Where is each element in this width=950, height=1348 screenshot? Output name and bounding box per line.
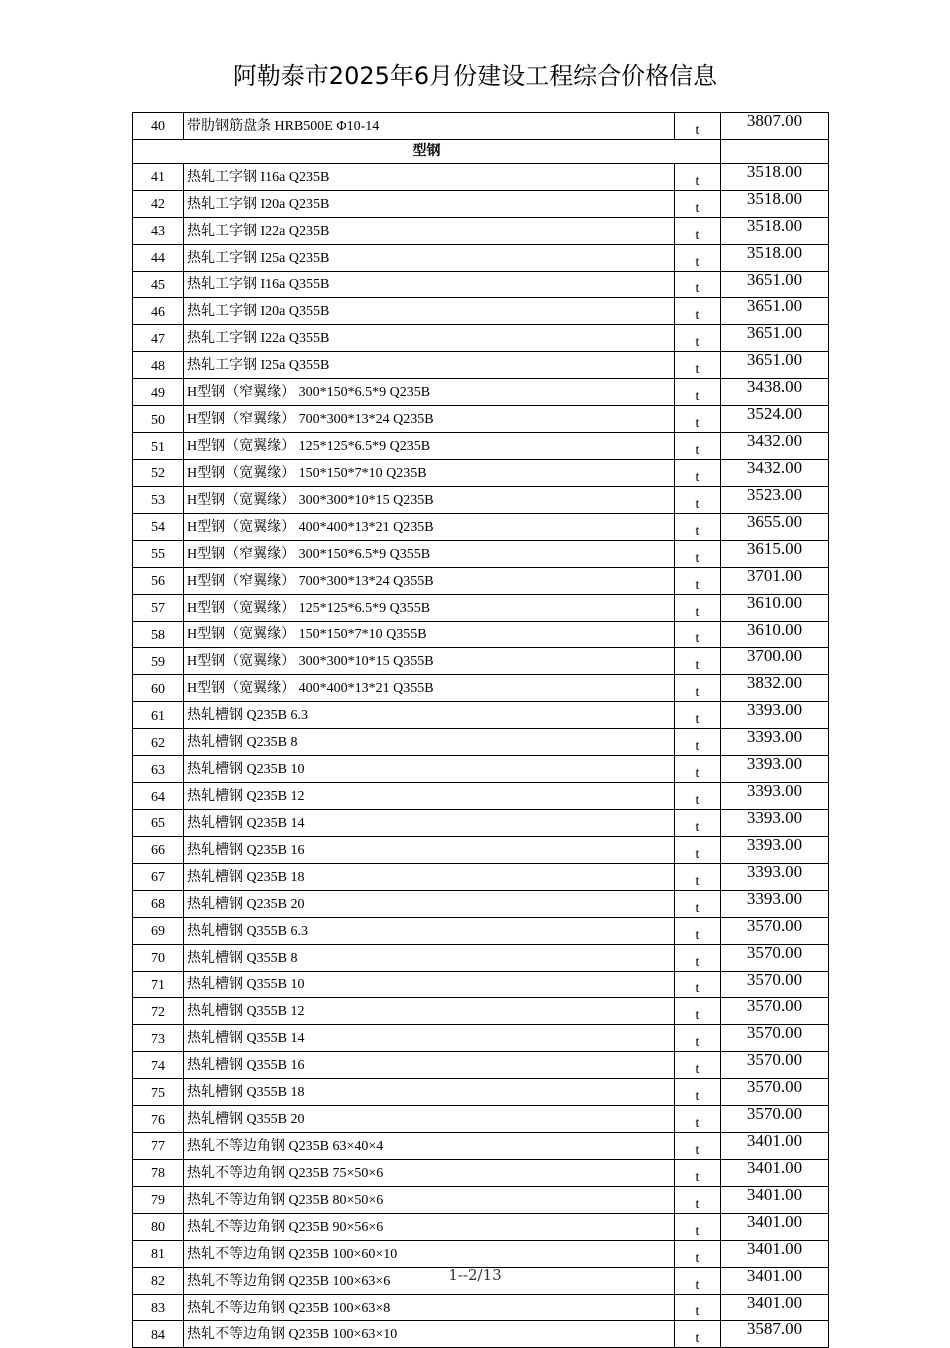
item-price: 3700.00 bbox=[721, 648, 829, 675]
item-unit: t bbox=[675, 783, 721, 810]
table-row bbox=[133, 163, 829, 190]
item-price: 3610.00 bbox=[721, 594, 829, 621]
item-number: 48 bbox=[133, 352, 184, 379]
item-number: 82 bbox=[133, 1267, 184, 1294]
item-unit: t bbox=[675, 217, 721, 244]
item-price: 3570.00 bbox=[721, 1079, 829, 1106]
table-row bbox=[133, 1213, 829, 1240]
item-name: 热轧槽钢 Q355B 16 bbox=[184, 1052, 675, 1079]
page-title: 阿勒泰市2025年6月份建设工程综合价格信息 bbox=[232, 62, 718, 90]
table-row bbox=[133, 756, 829, 783]
item-price: 3570.00 bbox=[721, 998, 829, 1025]
item-unit: t bbox=[675, 729, 721, 756]
table-row bbox=[133, 379, 829, 406]
item-unit: t bbox=[675, 567, 721, 594]
item-name: H型钢（窄翼缘） 300*150*6.5*9 Q235B bbox=[184, 379, 675, 406]
item-number: 54 bbox=[133, 513, 184, 540]
item-number: 75 bbox=[133, 1079, 184, 1106]
item-number: 41 bbox=[133, 163, 184, 190]
item-unit: t bbox=[675, 836, 721, 863]
table-row bbox=[133, 1133, 829, 1160]
item-price: 3524.00 bbox=[721, 406, 829, 433]
item-unit: t bbox=[675, 1159, 721, 1186]
table-row bbox=[133, 540, 829, 567]
table-row bbox=[133, 729, 829, 756]
item-name: 热轧不等边角钢 Q235B 63×40×4 bbox=[184, 1133, 675, 1160]
table-row bbox=[133, 1159, 829, 1186]
item-name: 热轧槽钢 Q235B 16 bbox=[184, 836, 675, 863]
item-name: 热轧槽钢 Q355B 12 bbox=[184, 998, 675, 1025]
item-number: 62 bbox=[133, 729, 184, 756]
table-row bbox=[133, 244, 829, 271]
item-price: 3393.00 bbox=[721, 863, 829, 890]
item-name: H型钢（宽翼缘） 150*150*7*10 Q355B bbox=[184, 621, 675, 648]
item-name: 热轧工字钢 I16a Q235B bbox=[184, 163, 675, 190]
item-price: 3570.00 bbox=[721, 971, 829, 998]
item-unit: t bbox=[675, 675, 721, 702]
table-row bbox=[133, 486, 829, 513]
table-row bbox=[133, 998, 829, 1025]
item-price: 3432.00 bbox=[721, 433, 829, 460]
item-unit: t bbox=[675, 863, 721, 890]
item-unit: t bbox=[675, 271, 721, 298]
item-unit: t bbox=[675, 190, 721, 217]
item-name: 热轧槽钢 Q355B 18 bbox=[184, 1079, 675, 1106]
item-unit: t bbox=[675, 944, 721, 971]
section-header-empty-cell bbox=[721, 139, 829, 163]
item-price: 3523.00 bbox=[721, 486, 829, 513]
item-price: 3832.00 bbox=[721, 675, 829, 702]
item-number: 42 bbox=[133, 190, 184, 217]
table-row bbox=[133, 675, 829, 702]
item-name: H型钢（窄翼缘） 700*300*13*24 Q235B bbox=[184, 406, 675, 433]
item-number: 64 bbox=[133, 783, 184, 810]
item-price: 3393.00 bbox=[721, 809, 829, 836]
item-number: 59 bbox=[133, 648, 184, 675]
item-name: 热轧槽钢 Q355B 6.3 bbox=[184, 917, 675, 944]
table-row bbox=[133, 190, 829, 217]
item-price: 3615.00 bbox=[721, 540, 829, 567]
item-unit: t bbox=[675, 379, 721, 406]
item-number: 77 bbox=[133, 1133, 184, 1160]
item-name: 带肋钢筋盘条 HRB500E Φ10-14 bbox=[184, 113, 675, 140]
item-number: 56 bbox=[133, 567, 184, 594]
item-name: 热轧工字钢 I20a Q235B bbox=[184, 190, 675, 217]
item-price: 3401.00 bbox=[721, 1159, 829, 1186]
item-unit: t bbox=[675, 998, 721, 1025]
table-row bbox=[133, 836, 829, 863]
table-row bbox=[133, 971, 829, 998]
price-table-body bbox=[133, 113, 829, 1348]
item-number: 53 bbox=[133, 486, 184, 513]
item-number: 46 bbox=[133, 298, 184, 325]
item-name: 热轧槽钢 Q235B 6.3 bbox=[184, 702, 675, 729]
item-unit: t bbox=[675, 244, 721, 271]
section-header-row bbox=[133, 139, 829, 163]
item-price: 3401.00 bbox=[721, 1294, 829, 1321]
item-name: 热轧不等边角钢 Q235B 100×63×8 bbox=[184, 1294, 675, 1321]
item-price: 3401.00 bbox=[721, 1186, 829, 1213]
item-unit: t bbox=[675, 433, 721, 460]
table-row bbox=[133, 809, 829, 836]
table-row bbox=[133, 433, 829, 460]
item-price: 3393.00 bbox=[721, 890, 829, 917]
item-price: 3651.00 bbox=[721, 298, 829, 325]
item-name: H型钢（宽翼缘） 125*125*6.5*9 Q235B bbox=[184, 433, 675, 460]
table-row bbox=[133, 406, 829, 433]
table-row bbox=[133, 298, 829, 325]
item-number: 72 bbox=[133, 998, 184, 1025]
item-unit: t bbox=[675, 298, 721, 325]
item-price: 3401.00 bbox=[721, 1267, 829, 1294]
item-unit: t bbox=[675, 1025, 721, 1052]
table-row bbox=[133, 352, 829, 379]
item-price: 3570.00 bbox=[721, 1025, 829, 1052]
item-name: 热轧工字钢 I25a Q235B bbox=[184, 244, 675, 271]
item-price: 3701.00 bbox=[721, 567, 829, 594]
item-number: 63 bbox=[133, 756, 184, 783]
item-number: 43 bbox=[133, 217, 184, 244]
item-price: 3393.00 bbox=[721, 783, 829, 810]
item-unit: t bbox=[675, 113, 721, 140]
table-row bbox=[133, 1186, 829, 1213]
item-price: 3570.00 bbox=[721, 944, 829, 971]
item-name: H型钢（宽翼缘） 300*300*10*15 Q355B bbox=[184, 648, 675, 675]
item-number: 69 bbox=[133, 917, 184, 944]
item-unit: t bbox=[675, 406, 721, 433]
item-number: 57 bbox=[133, 594, 184, 621]
item-unit: t bbox=[675, 1186, 721, 1213]
item-name: H型钢（宽翼缘） 300*300*10*15 Q235B bbox=[184, 486, 675, 513]
item-price: 3587.00 bbox=[721, 1321, 829, 1348]
item-name: 热轧不等边角钢 Q235B 75×50×6 bbox=[184, 1159, 675, 1186]
item-number: 71 bbox=[133, 971, 184, 998]
item-number: 60 bbox=[133, 675, 184, 702]
item-price: 3393.00 bbox=[721, 729, 829, 756]
price-table bbox=[132, 112, 829, 1348]
table-row bbox=[133, 271, 829, 298]
item-number: 61 bbox=[133, 702, 184, 729]
item-number: 50 bbox=[133, 406, 184, 433]
item-number: 79 bbox=[133, 1186, 184, 1213]
item-name: H型钢（宽翼缘） 400*400*13*21 Q355B bbox=[184, 675, 675, 702]
item-number: 58 bbox=[133, 621, 184, 648]
item-price: 3401.00 bbox=[721, 1133, 829, 1160]
item-price: 3610.00 bbox=[721, 621, 829, 648]
item-number: 47 bbox=[133, 325, 184, 352]
item-price: 3570.00 bbox=[721, 1052, 829, 1079]
table-row bbox=[133, 1025, 829, 1052]
item-unit: t bbox=[675, 890, 721, 917]
item-name: H型钢（宽翼缘） 125*125*6.5*9 Q355B bbox=[184, 594, 675, 621]
item-unit: t bbox=[675, 486, 721, 513]
item-price: 3401.00 bbox=[721, 1213, 829, 1240]
item-number: 74 bbox=[133, 1052, 184, 1079]
item-price: 3518.00 bbox=[721, 190, 829, 217]
item-name: 热轧不等边角钢 Q235B 100×63×6 bbox=[184, 1267, 675, 1294]
item-name: H型钢（宽翼缘） 150*150*7*10 Q235B bbox=[184, 459, 675, 486]
item-price: 3518.00 bbox=[721, 244, 829, 271]
item-unit: t bbox=[675, 1106, 721, 1133]
item-name: 热轧工字钢 I16a Q355B bbox=[184, 271, 675, 298]
item-name: 热轧工字钢 I22a Q235B bbox=[184, 217, 675, 244]
item-name: H型钢（窄翼缘） 300*150*6.5*9 Q355B bbox=[184, 540, 675, 567]
page-number: 1--2/13 bbox=[448, 1266, 502, 1284]
item-unit: t bbox=[675, 540, 721, 567]
table-row bbox=[133, 863, 829, 890]
item-name: 热轧不等边角钢 Q235B 80×50×6 bbox=[184, 1186, 675, 1213]
item-price: 3651.00 bbox=[721, 325, 829, 352]
table-row bbox=[133, 1240, 829, 1267]
table-row bbox=[133, 513, 829, 540]
item-number: 81 bbox=[133, 1240, 184, 1267]
item-name: 热轧槽钢 Q235B 8 bbox=[184, 729, 675, 756]
item-price: 3393.00 bbox=[721, 756, 829, 783]
item-unit: t bbox=[675, 594, 721, 621]
item-unit: t bbox=[675, 163, 721, 190]
table-row bbox=[133, 1079, 829, 1106]
item-number: 83 bbox=[133, 1294, 184, 1321]
item-unit: t bbox=[675, 809, 721, 836]
item-number: 52 bbox=[133, 459, 184, 486]
table-row bbox=[133, 702, 829, 729]
item-unit: t bbox=[675, 1321, 721, 1348]
item-number: 49 bbox=[133, 379, 184, 406]
table-row bbox=[133, 459, 829, 486]
item-price: 3518.00 bbox=[721, 217, 829, 244]
item-name: 热轧工字钢 I20a Q355B bbox=[184, 298, 675, 325]
item-price: 3570.00 bbox=[721, 917, 829, 944]
table-row bbox=[133, 567, 829, 594]
item-price: 3518.00 bbox=[721, 163, 829, 190]
item-number: 44 bbox=[133, 244, 184, 271]
item-name: 热轧槽钢 Q355B 20 bbox=[184, 1106, 675, 1133]
table-row bbox=[133, 621, 829, 648]
item-unit: t bbox=[675, 1079, 721, 1106]
item-unit: t bbox=[675, 1240, 721, 1267]
item-name: 热轧槽钢 Q355B 10 bbox=[184, 971, 675, 998]
item-name: 热轧工字钢 I25a Q355B bbox=[184, 352, 675, 379]
table-row bbox=[133, 890, 829, 917]
item-name: 热轧不等边角钢 Q235B 90×56×6 bbox=[184, 1213, 675, 1240]
item-name: 热轧槽钢 Q235B 10 bbox=[184, 756, 675, 783]
item-number: 66 bbox=[133, 836, 184, 863]
item-number: 70 bbox=[133, 944, 184, 971]
table-row bbox=[133, 113, 829, 140]
item-unit: t bbox=[675, 513, 721, 540]
item-unit: t bbox=[675, 621, 721, 648]
item-price: 3438.00 bbox=[721, 379, 829, 406]
item-unit: t bbox=[675, 756, 721, 783]
item-name: 热轧不等边角钢 Q235B 100×63×10 bbox=[184, 1321, 675, 1348]
item-number: 73 bbox=[133, 1025, 184, 1052]
item-unit: t bbox=[675, 325, 721, 352]
table-row bbox=[133, 1052, 829, 1079]
item-unit: t bbox=[675, 917, 721, 944]
item-number: 67 bbox=[133, 863, 184, 890]
item-number: 40 bbox=[133, 113, 184, 140]
item-number: 51 bbox=[133, 433, 184, 460]
item-name: 热轧槽钢 Q235B 20 bbox=[184, 890, 675, 917]
item-name: 热轧槽钢 Q235B 18 bbox=[184, 863, 675, 890]
item-unit: t bbox=[675, 648, 721, 675]
item-unit: t bbox=[675, 1213, 721, 1240]
table-row bbox=[133, 325, 829, 352]
item-name: 热轧工字钢 I22a Q355B bbox=[184, 325, 675, 352]
table-row bbox=[133, 217, 829, 244]
item-name: H型钢（宽翼缘） 400*400*13*21 Q235B bbox=[184, 513, 675, 540]
table-row bbox=[133, 783, 829, 810]
table-row bbox=[133, 1294, 829, 1321]
item-number: 76 bbox=[133, 1106, 184, 1133]
item-unit: t bbox=[675, 1267, 721, 1294]
item-unit: t bbox=[675, 1294, 721, 1321]
item-unit: t bbox=[675, 1052, 721, 1079]
item-name: 热轧槽钢 Q355B 8 bbox=[184, 944, 675, 971]
table-row bbox=[133, 917, 829, 944]
item-price: 3432.00 bbox=[721, 459, 829, 486]
item-price: 3651.00 bbox=[721, 352, 829, 379]
table-row bbox=[133, 1106, 829, 1133]
table-row bbox=[133, 648, 829, 675]
item-number: 84 bbox=[133, 1321, 184, 1348]
item-price: 3570.00 bbox=[721, 1106, 829, 1133]
item-name: 热轧不等边角钢 Q235B 100×60×10 bbox=[184, 1240, 675, 1267]
item-name: 热轧槽钢 Q235B 14 bbox=[184, 809, 675, 836]
item-unit: t bbox=[675, 459, 721, 486]
item-unit: t bbox=[675, 1133, 721, 1160]
table-row bbox=[133, 594, 829, 621]
item-name: 热轧槽钢 Q355B 14 bbox=[184, 1025, 675, 1052]
item-price: 3651.00 bbox=[721, 271, 829, 298]
item-price: 3655.00 bbox=[721, 513, 829, 540]
section-header: 型钢 bbox=[133, 139, 721, 163]
item-number: 45 bbox=[133, 271, 184, 298]
item-name: H型钢（窄翼缘） 700*300*13*24 Q355B bbox=[184, 567, 675, 594]
item-unit: t bbox=[675, 702, 721, 729]
item-name: 热轧槽钢 Q235B 12 bbox=[184, 783, 675, 810]
item-number: 65 bbox=[133, 809, 184, 836]
item-number: 80 bbox=[133, 1213, 184, 1240]
item-unit: t bbox=[675, 352, 721, 379]
item-price: 3393.00 bbox=[721, 836, 829, 863]
item-price: 3401.00 bbox=[721, 1240, 829, 1267]
item-number: 78 bbox=[133, 1159, 184, 1186]
item-price: 3807.00 bbox=[721, 113, 829, 140]
item-unit: t bbox=[675, 971, 721, 998]
item-number: 55 bbox=[133, 540, 184, 567]
item-price: 3393.00 bbox=[721, 702, 829, 729]
table-row bbox=[133, 944, 829, 971]
item-number: 68 bbox=[133, 890, 184, 917]
